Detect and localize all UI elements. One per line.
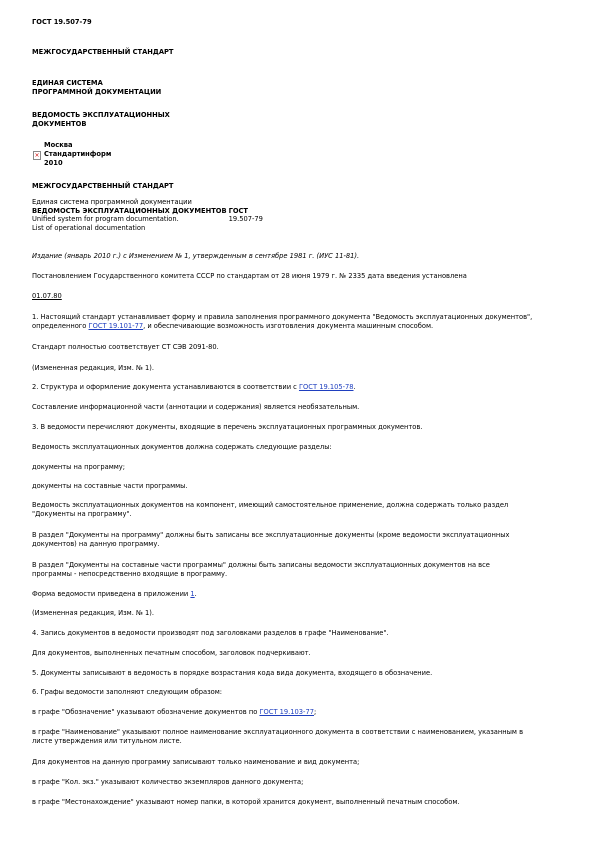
revision-note-2: (Измененная редакция, Изм. № 1). xyxy=(32,609,155,617)
table-cell xyxy=(229,198,265,207)
text-span: , и обеспечивающие возможность изготовления документа машинным способом. xyxy=(143,322,434,330)
paragraph-3-f-line-1: В раздел "Документы на программу" должны быть записаны все эксплуатационные документы (кроме ведомости эксплуатационных xyxy=(32,531,510,539)
decree-text: Постановлением Государственного комитета СССР по стандартам от 28 июня 1979 г. № 2335 дата введения установлена xyxy=(32,272,467,280)
header-standard: МЕЖГОСУДАРСТВЕННЫЙ СТАНДАРТ xyxy=(32,48,174,56)
gost-19-103-77-link[interactable]: ГОСТ 19.103-77 xyxy=(259,708,314,716)
paragraph-3-g-line-1: В раздел "Документы на составные части программы" должны быть записаны ведомости эксплуатационных документов на все xyxy=(32,561,490,569)
paragraph-3-c: документы на программу; xyxy=(32,463,126,471)
paragraph-6-b-line-1: в графе "Наименование" указывают полное наименование эксплуатационного документа в соответствии с наименованием, указанным в xyxy=(32,728,524,736)
paragraph-2-b: Составление информационной части (аннотации и содержания) является необязательным. xyxy=(32,403,360,411)
text-span: Форма ведомости приведена в приложении xyxy=(32,590,191,598)
appendix-1-link[interactable]: 1 xyxy=(190,590,195,598)
paragraph-6-d: в графе "Кол. экз." указывают количество экземпляров данного документа; xyxy=(32,778,304,786)
text-span: . xyxy=(194,590,197,598)
text-span: ; xyxy=(313,708,317,716)
decree-date: 01.07.80 xyxy=(32,292,62,300)
text-span: 2. Структура и оформление документа устанавливаются в соответствии с xyxy=(32,383,299,391)
sev-note: Стандарт полностью соответствует СТ СЭВ 2091-80. xyxy=(32,343,219,351)
title-table xyxy=(32,198,265,232)
paragraph-3-e-line-1: Ведомость эксплуатационных документов на компонент, имеющий самостоятельное применение, должна содержать только раздел xyxy=(32,501,509,509)
text-span: . xyxy=(353,383,356,391)
text-span: определенного xyxy=(32,322,89,330)
doc-code: ГОСТ 19.507-79 xyxy=(32,18,92,26)
gost-19-101-77-link[interactable]: ГОСТ 19.101-77 xyxy=(88,322,144,330)
paragraph-5: 5. Документы записывают в ведомость в порядке возрастания кода вида документа, входящего в обозначение. xyxy=(32,669,433,677)
publisher-city: Москва xyxy=(44,141,73,149)
paragraph-3-g-line-2: программы - непосредственно входящие в программу. xyxy=(32,570,228,578)
doc-title-line-1: ВЕДОМОСТЬ ЭКСПЛУАТАЦИОННЫХ xyxy=(32,111,170,119)
publisher-name: Стандартинформ xyxy=(44,150,112,158)
edition-note: Издание (январь 2010 г.) с Изменением № 1, утвержденным в сентябре 1981 г. (ИУС 11-81). xyxy=(32,252,360,260)
paragraph-1-line-2 xyxy=(32,322,433,331)
broken-image-icon: × xyxy=(34,152,40,159)
system-title-line-1: ЕДИНАЯ СИСТЕМА xyxy=(32,79,103,87)
paragraph-6-a xyxy=(32,708,316,717)
gost-19-105-78-link[interactable]: ГОСТ 19.105-78 xyxy=(298,383,354,391)
paragraph-4: 4. Запись документов в ведомости производят под заголовками разделов в графе "Наименование". xyxy=(32,629,389,637)
paragraph-3-h xyxy=(32,590,197,599)
header-standard-2: МЕЖГОСУДАРСТВЕННЫЙ СТАНДАРТ xyxy=(32,182,174,190)
table-cell xyxy=(229,224,265,233)
paragraph-3-b: Ведомость эксплуатационных документов должна содержать следующие разделы: xyxy=(32,443,332,451)
paragraph-6-e: в графе "Местонахождение" указывают номер папки, в которой хранится документ, выполненный печатным способом. xyxy=(32,798,460,806)
paragraph-6-c: Для документов на данную программу записывают только наименование и вид документа; xyxy=(32,758,360,766)
paragraph-1-line-1: 1. Настоящий стандарт устанавливает форму и правила заполнения программного документа "Ведомость эксплуатационных документов", xyxy=(32,313,533,321)
paragraph-3-d: документы на составные части программы. xyxy=(32,482,188,490)
table-cell: 19.507-79 xyxy=(228,215,263,223)
text-span: в графе "Обозначение" указывают обозначение документов по xyxy=(32,708,260,716)
table-cell: List of operational documentation xyxy=(32,223,146,232)
table-cell: Единая система программной документации xyxy=(32,198,192,206)
paragraph-6: 6. Графы ведомости заполняют следующим образом: xyxy=(32,688,223,696)
paragraph-6-b-line-2: листе утверждения или титульном листе. xyxy=(32,737,182,745)
table-cell: ВЕДОМОСТЬ ЭКСПЛУАТАЦИОННЫХ ДОКУМЕНТОВ xyxy=(32,206,227,215)
doc-title-line-2: ДОКУМЕНТОВ xyxy=(32,120,87,128)
paragraph-2 xyxy=(32,383,356,392)
revision-note-1: (Измененная редакция, Изм. № 1). xyxy=(32,364,155,372)
paragraph-3-f-line-2: документов) на данную программу. xyxy=(32,540,160,548)
paragraph-3: 3. В ведомости перечисляют документы, входящие в перечень эксплуатационных программных документов. xyxy=(32,423,423,431)
paragraph-3-e-line-2: "Документы на программу". xyxy=(32,510,132,518)
system-title-line-2: ПРОГРАММНОЙ ДОКУМЕНТАЦИИ xyxy=(32,88,162,96)
publisher-year: 2010 xyxy=(44,159,63,167)
paragraph-4-b: Для документов, выполненных печатным способом, заголовок подчеркивают. xyxy=(32,649,311,657)
table-cell: ГОСТ xyxy=(228,206,248,215)
table-cell: Unified system for program documentation. xyxy=(32,215,179,223)
